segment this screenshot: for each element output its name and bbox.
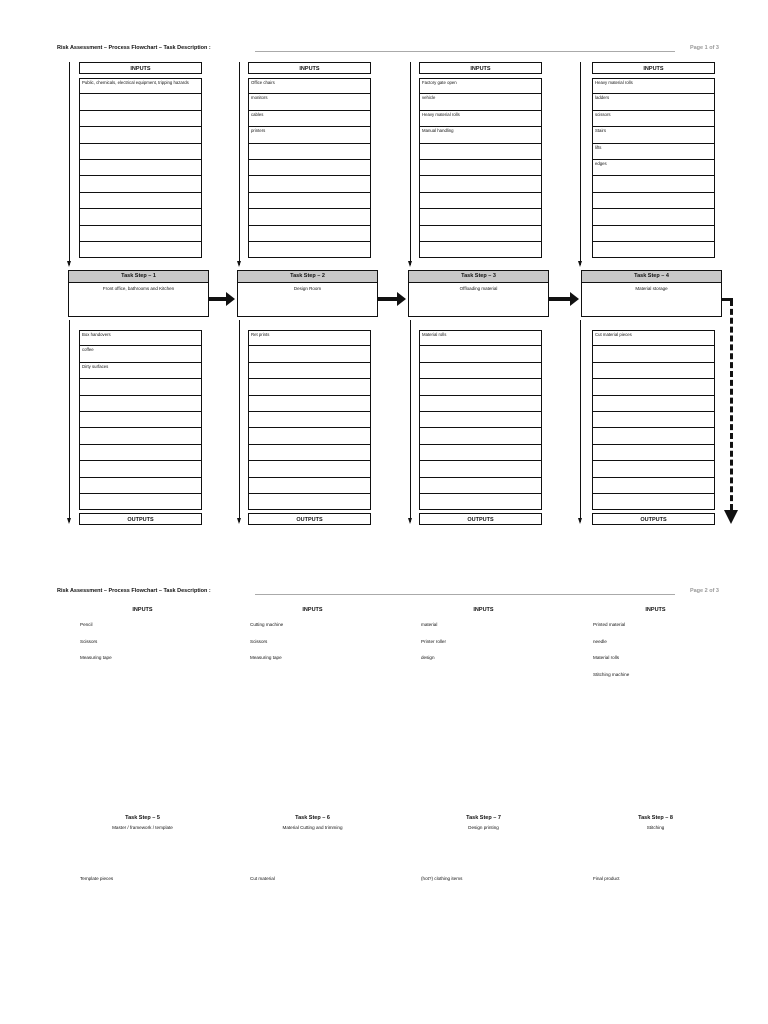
input-row[interactable] <box>79 209 202 225</box>
task-step-box <box>237 270 378 317</box>
inputs-title: INPUTS <box>79 62 202 74</box>
output-row[interactable] <box>592 363 715 379</box>
output-row[interactable] <box>592 412 715 428</box>
output-row[interactable] <box>248 428 371 444</box>
inputs-title: INPUTS <box>645 607 666 613</box>
output-row[interactable] <box>419 396 542 412</box>
output-row[interactable] <box>419 412 542 428</box>
page2-number: Page 2 of 3 <box>689 588 719 594</box>
output-item: (hot?) clothing items <box>421 876 463 881</box>
page1-header-title: Risk Assessment – Process Flowchart – Task Description : <box>57 45 211 51</box>
task-step-description[interactable]: Front office, bathrooms and Kitchen <box>102 286 175 291</box>
input-flow-line-icon <box>239 62 240 265</box>
task-step-box <box>581 270 722 317</box>
output-row[interactable] <box>248 461 371 477</box>
input-item: Stitching machine <box>593 671 630 677</box>
task-step-title: Task Step – 7 <box>466 815 501 821</box>
input-row[interactable] <box>419 160 542 176</box>
inputs-title: INPUTS <box>419 62 542 74</box>
output-row[interactable] <box>248 396 371 412</box>
input-row[interactable] <box>79 94 202 110</box>
input-row[interactable] <box>79 160 202 176</box>
input-row[interactable]: scissors <box>592 111 715 127</box>
input-row[interactable]: Factory gate open <box>419 78 542 94</box>
inputs-list <box>79 78 202 258</box>
output-item: Cut material <box>250 876 275 881</box>
task-step-block <box>250 815 375 830</box>
input-row[interactable] <box>248 160 371 176</box>
outputs-list <box>419 330 542 510</box>
input-row[interactable] <box>79 176 202 192</box>
input-row[interactable]: vehicle <box>419 94 542 110</box>
output-row[interactable] <box>592 379 715 395</box>
outputs-title: OUTPUTS <box>248 513 371 525</box>
input-row[interactable] <box>592 209 715 225</box>
output-row[interactable] <box>248 445 371 461</box>
task-step-description[interactable]: Design Room <box>293 286 322 291</box>
input-row[interactable] <box>592 242 715 258</box>
outputs-list <box>592 330 715 510</box>
task-step-title: Task Step – 6 <box>295 815 330 821</box>
task-step-block <box>80 815 205 830</box>
input-flow-line-icon <box>69 62 70 265</box>
output-row[interactable] <box>419 494 542 510</box>
output-row[interactable]: Material rolls <box>419 330 542 346</box>
input-row[interactable] <box>79 111 202 127</box>
inputs-title: INPUTS <box>302 607 323 613</box>
page2-header <box>57 588 719 594</box>
output-row[interactable] <box>419 478 542 494</box>
outputs-list <box>248 330 371 510</box>
output-row[interactable]: Ret prints <box>248 330 371 346</box>
inputs-list <box>419 78 542 258</box>
input-row[interactable]: Heavy material rolls <box>592 78 715 94</box>
input-row[interactable] <box>79 127 202 143</box>
task-description-line-2 <box>255 594 675 595</box>
output-row[interactable] <box>248 346 371 362</box>
input-row[interactable] <box>419 144 542 160</box>
input-row[interactable] <box>419 226 542 242</box>
output-item: Template pieces <box>80 876 114 881</box>
output-row[interactable] <box>248 494 371 510</box>
outputs-title: OUTPUTS <box>79 513 202 525</box>
task-step-title: Task Step – 8 <box>638 815 673 821</box>
input-row[interactable] <box>248 226 371 242</box>
page1-number: Page 1 of 3 <box>689 45 719 51</box>
task-step-description: Material Cutting and trimming <box>282 825 343 830</box>
output-row[interactable] <box>592 478 715 494</box>
inputs-list <box>592 78 715 258</box>
input-item: material <box>421 622 438 627</box>
task-description-line <box>255 51 675 52</box>
output-flow-line-icon <box>580 320 581 522</box>
output-row[interactable]: Box handovers <box>79 330 202 346</box>
task-step-block <box>593 815 718 830</box>
input-row[interactable] <box>79 144 202 160</box>
continue-arrow-down-icon <box>724 510 738 524</box>
input-row[interactable] <box>248 144 371 160</box>
inputs-list <box>248 78 371 258</box>
input-row[interactable] <box>419 193 542 209</box>
output-row[interactable] <box>79 412 202 428</box>
output-row[interactable] <box>419 428 542 444</box>
page1-header <box>57 45 719 51</box>
input-row[interactable]: Manual handling <box>419 127 542 143</box>
task-step-title: Task Step – 4 <box>582 271 721 283</box>
input-row[interactable] <box>419 209 542 225</box>
input-item: Measuring tape <box>80 655 112 660</box>
output-row[interactable] <box>592 494 715 510</box>
output-flow-line-icon <box>410 320 411 522</box>
input-row[interactable] <box>419 242 542 258</box>
output-row[interactable] <box>419 461 542 477</box>
output-flow-line-icon <box>239 320 240 522</box>
output-row[interactable] <box>592 396 715 412</box>
inputs-title: INPUTS <box>248 62 371 74</box>
input-item: Material rolls <box>593 655 620 660</box>
input-row[interactable]: Stairs <box>592 127 715 143</box>
output-row[interactable] <box>79 396 202 412</box>
input-row[interactable]: printers <box>248 127 371 143</box>
inputs-title: INPUTS <box>592 62 715 74</box>
input-row[interactable] <box>248 242 371 258</box>
input-row[interactable] <box>79 193 202 209</box>
input-row[interactable]: edges <box>592 160 715 176</box>
page2-header-title: Risk Assessment – Process Flowchart – Task Description : <box>57 588 211 594</box>
output-row[interactable] <box>419 363 542 379</box>
output-row[interactable] <box>592 346 715 362</box>
task-step-description: Stitching <box>646 825 665 830</box>
input-row[interactable]: Public, chemicals, electrical equipment, tripping hazards <box>79 78 202 94</box>
output-row[interactable]: Dirty surfaces <box>79 363 202 379</box>
task-step-description[interactable]: Offloading material <box>459 286 498 291</box>
inputs-title: INPUTS <box>473 607 494 613</box>
outputs-list <box>79 330 202 510</box>
output-row[interactable] <box>79 428 202 444</box>
output-row[interactable] <box>248 363 371 379</box>
task-step-description: Master / framework / template <box>112 825 173 830</box>
input-row[interactable] <box>79 226 202 242</box>
input-row[interactable]: lifts <box>592 144 715 160</box>
input-item: Printed material <box>593 622 626 627</box>
output-row[interactable] <box>592 445 715 461</box>
input-row[interactable] <box>592 226 715 242</box>
input-row[interactable] <box>592 176 715 192</box>
task-step-title: Task Step – 2 <box>238 271 377 283</box>
output-row[interactable] <box>419 379 542 395</box>
output-row[interactable]: Cut material pieces <box>592 330 715 346</box>
output-row[interactable] <box>419 346 542 362</box>
output-row[interactable] <box>79 494 202 510</box>
input-flow-line-icon <box>410 62 411 265</box>
task-step-title: Task Step – 5 <box>125 815 160 821</box>
input-row[interactable] <box>79 242 202 258</box>
task-step-title: Task Step – 3 <box>409 271 548 283</box>
flow-arrow-2-3 <box>378 297 398 301</box>
output-row[interactable] <box>248 379 371 395</box>
input-row[interactable] <box>592 193 715 209</box>
inputs-heading <box>250 607 375 613</box>
input-row[interactable]: ladders <box>592 94 715 110</box>
task-step-title: Task Step – 1 <box>69 271 208 283</box>
output-row[interactable]: coffee <box>79 346 202 362</box>
output-row[interactable] <box>248 478 371 494</box>
output-row[interactable] <box>592 428 715 444</box>
task-step-block <box>421 815 546 830</box>
input-item: Measuring tape <box>250 655 282 660</box>
output-row[interactable] <box>79 461 202 477</box>
output-row[interactable] <box>419 445 542 461</box>
input-flow-line-icon <box>580 62 581 265</box>
input-row[interactable]: Office chairs <box>248 78 371 94</box>
output-row[interactable] <box>79 379 202 395</box>
input-item: Printer roller <box>421 638 447 644</box>
input-row[interactable] <box>248 209 371 225</box>
input-row[interactable] <box>248 193 371 209</box>
output-row[interactable] <box>248 412 371 428</box>
inputs-heading <box>593 607 718 613</box>
output-row[interactable] <box>79 445 202 461</box>
input-row[interactable]: monitors <box>248 94 371 110</box>
input-item: Cutting machine <box>250 622 284 627</box>
task-step-box <box>68 270 209 317</box>
outputs-title: OUTPUTS <box>592 513 715 525</box>
inputs-title: INPUTS <box>132 607 153 613</box>
task-step-box <box>408 270 549 317</box>
task-step-description[interactable]: Material storage <box>635 286 668 291</box>
continue-dash-vertical <box>730 300 733 510</box>
outputs-title: OUTPUTS <box>419 513 542 525</box>
flow-arrow-1-2 <box>208 297 227 301</box>
input-row[interactable] <box>248 176 371 192</box>
output-item: Final product <box>593 876 620 881</box>
output-flow-line-icon <box>69 320 70 522</box>
input-item: Pencil <box>80 622 93 627</box>
input-row[interactable]: cables <box>248 111 371 127</box>
input-item: needle <box>593 638 607 644</box>
input-row[interactable] <box>419 176 542 192</box>
inputs-heading <box>80 607 205 613</box>
input-item: Scissors <box>250 638 268 644</box>
output-row[interactable] <box>592 461 715 477</box>
input-item: design <box>421 655 435 660</box>
input-row[interactable]: Heavy material rolls <box>419 111 542 127</box>
inputs-heading <box>421 607 546 613</box>
input-item: Scissors <box>80 638 98 644</box>
task-step-description: Design printing <box>468 825 499 830</box>
output-row[interactable] <box>79 478 202 494</box>
flow-arrow-3-4 <box>549 297 571 301</box>
